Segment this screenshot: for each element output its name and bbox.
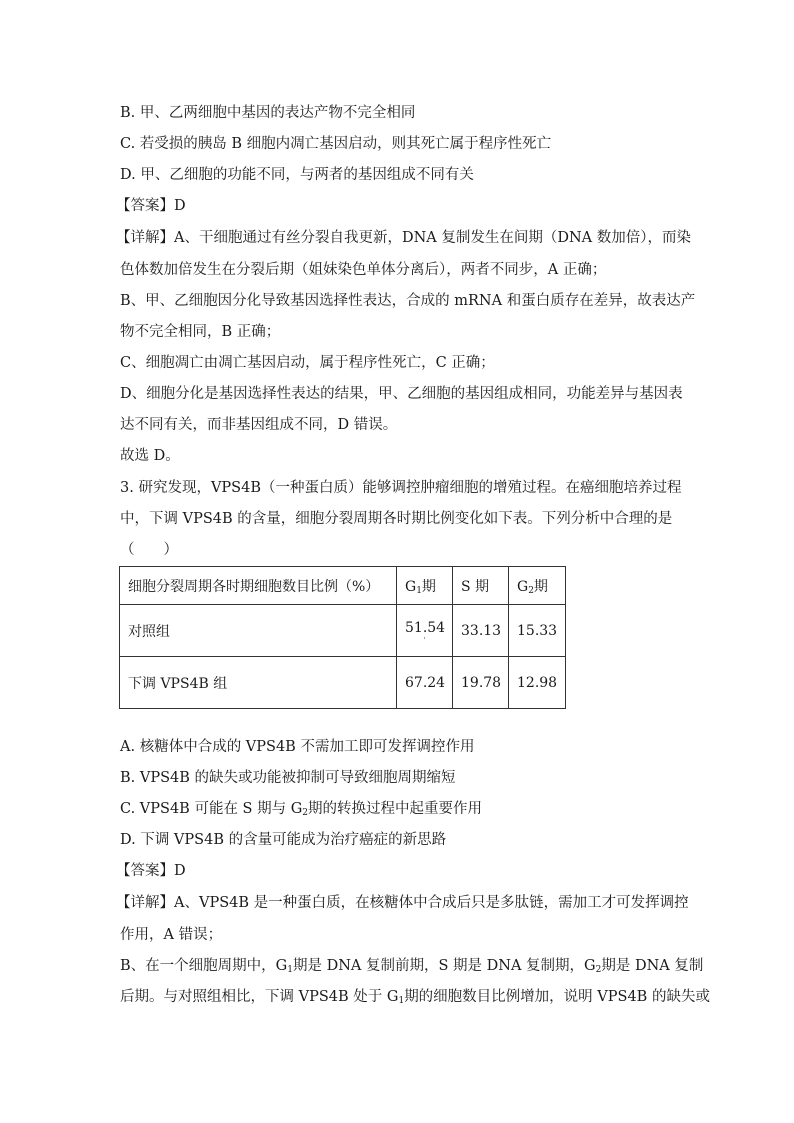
table-row-label: 对照组 [120, 605, 397, 657]
answer-2: 【答案】D [116, 863, 186, 879]
detail-2-line-c [120, 956, 703, 976]
detail-1-line-b: 色体数加倍发生在分裂后期（姐妹染色单体分离后），两者不同步，A 正确； [120, 262, 607, 278]
table-header-label: 细胞分裂周期各时期细胞数目比例（%） [120, 567, 397, 605]
question-3-line-c: （ ） [120, 542, 178, 558]
table-cell-s: 33.13 [453, 605, 509, 657]
table-header-g2 [509, 567, 566, 605]
question-3-option-d: D. 下调 VPS4B 的含量可能成为治疗癌症的新思路 [120, 832, 447, 848]
table-header-g1 [397, 567, 453, 605]
detail-1-line-e: C、细胞凋亡由凋亡基因启动，属于程序性死亡，C 正确； [120, 355, 495, 371]
table-cell-s: 19.78 [453, 657, 509, 709]
header-g2-suffix: 期 [533, 578, 548, 595]
detail-1-line-f: D、细胞分化是基因选择性表达的结果，甲、乙细胞的基因组成相同，功能差异与基因表 [120, 386, 683, 402]
detail-1-line-d: 物不完全相同，B 正确； [120, 324, 281, 340]
question-3-option-c [120, 799, 482, 819]
header-g2-letter: G [517, 578, 529, 595]
header-g1-sub: 1 [416, 585, 422, 596]
detail-2-line-a: 【详解】A、VPS4B 是一种蛋白质，在核糖体中合成后只是多肽链，需加工才可发挥调控 [116, 895, 689, 911]
detail-2-d-part1: 后期。与对照组相比，下调 VPS4B 处于 G [120, 989, 399, 1005]
question-3-option-a: A. 核糖体中合成的 VPS4B 不需加工即可发挥调控作用 [120, 739, 475, 755]
table-row-label: 下调 VPS4B 组 [120, 657, 397, 709]
detail-2-c-part3: 期是 DNA 复制 [601, 958, 704, 974]
detail-2-line-b: 作用，A 错误； [120, 927, 223, 943]
table-cell-g2: 12.98 [509, 657, 566, 709]
option-c-sub: 2 [302, 808, 309, 818]
detail-2-d-sub: 1 [398, 996, 405, 1006]
table-row [120, 605, 566, 657]
cell-cycle-table [119, 566, 566, 709]
header-g1-letter: G [405, 578, 417, 595]
header-g2-sub: 2 [528, 585, 534, 596]
detail-2-c-sub1: 1 [287, 965, 293, 975]
option-d: D. 甲、乙细胞的功能不同，与两者的基因组成不同有关 [120, 167, 474, 183]
table-cell-g1: 67.24 [397, 657, 453, 709]
table-cell-g1-value: 51.54 [405, 619, 446, 636]
detail-1-line-a: 【详解】A、干细胞通过有丝分裂自我更新，DNA 复制发生在间期（DNA 数加倍），而染 [116, 230, 692, 246]
detail-1-line-g: 达不同有关，而非基因组成不同，D 错误。 [120, 417, 398, 433]
option-c-text-start: C. VPS4B 可能在 S 期与 G [120, 801, 303, 817]
option-b: B. 甲、乙两细胞中基因的表达产物不完全相同 [120, 105, 416, 121]
detail-2-c-sub2: 2 [595, 965, 602, 975]
option-c-text-end: 期的转换过程中起重要作用 [308, 801, 483, 817]
detail-2-d-part2: 期的细胞数目比例增加，说明 VPS4B 的缺失或 [404, 989, 710, 1005]
detail-2-line-d [120, 987, 710, 1007]
question-3-line-b: 中，下调 VPS4B 的含量，细胞分裂周期各时期比例变化如下表。下列分析中合理的是 [120, 511, 673, 527]
table-header-row [120, 567, 566, 605]
table-header-s: S 期 [453, 567, 509, 605]
detail-2-c-part2: 期是 DNA 复制前期，S 期是 DNA 复制期，G [292, 958, 596, 974]
table-cell-g1 [397, 605, 453, 657]
table-row [120, 657, 566, 709]
question-3-option-b: B. VPS4B 的缺失或功能被抑制可导致细胞周期缩短 [120, 770, 456, 786]
stray-dot: · [423, 633, 426, 643]
question-3-line-a: 3. 研究发现，VPS4B（一种蛋白质）能够调控肿瘤细胞的增殖过程。在癌细胞培养过程 [120, 480, 682, 496]
option-c: C. 若受损的胰岛 B 细胞内凋亡基因启动，则其死亡属于程序性死亡 [120, 136, 552, 152]
conclusion-1: 故选 D。 [120, 448, 180, 464]
answer-1: 【答案】D [116, 198, 186, 214]
detail-2-c-part1: B、在一个细胞周期中，G [120, 958, 288, 974]
detail-1-line-c: B、甲、乙细胞因分化导致基因选择性表达，合成的 mRNA 和蛋白质存在差异，故表达产 [120, 293, 696, 309]
table-cell-g2: 15.33 [509, 605, 566, 657]
header-g1-suffix: 期 [421, 578, 436, 595]
